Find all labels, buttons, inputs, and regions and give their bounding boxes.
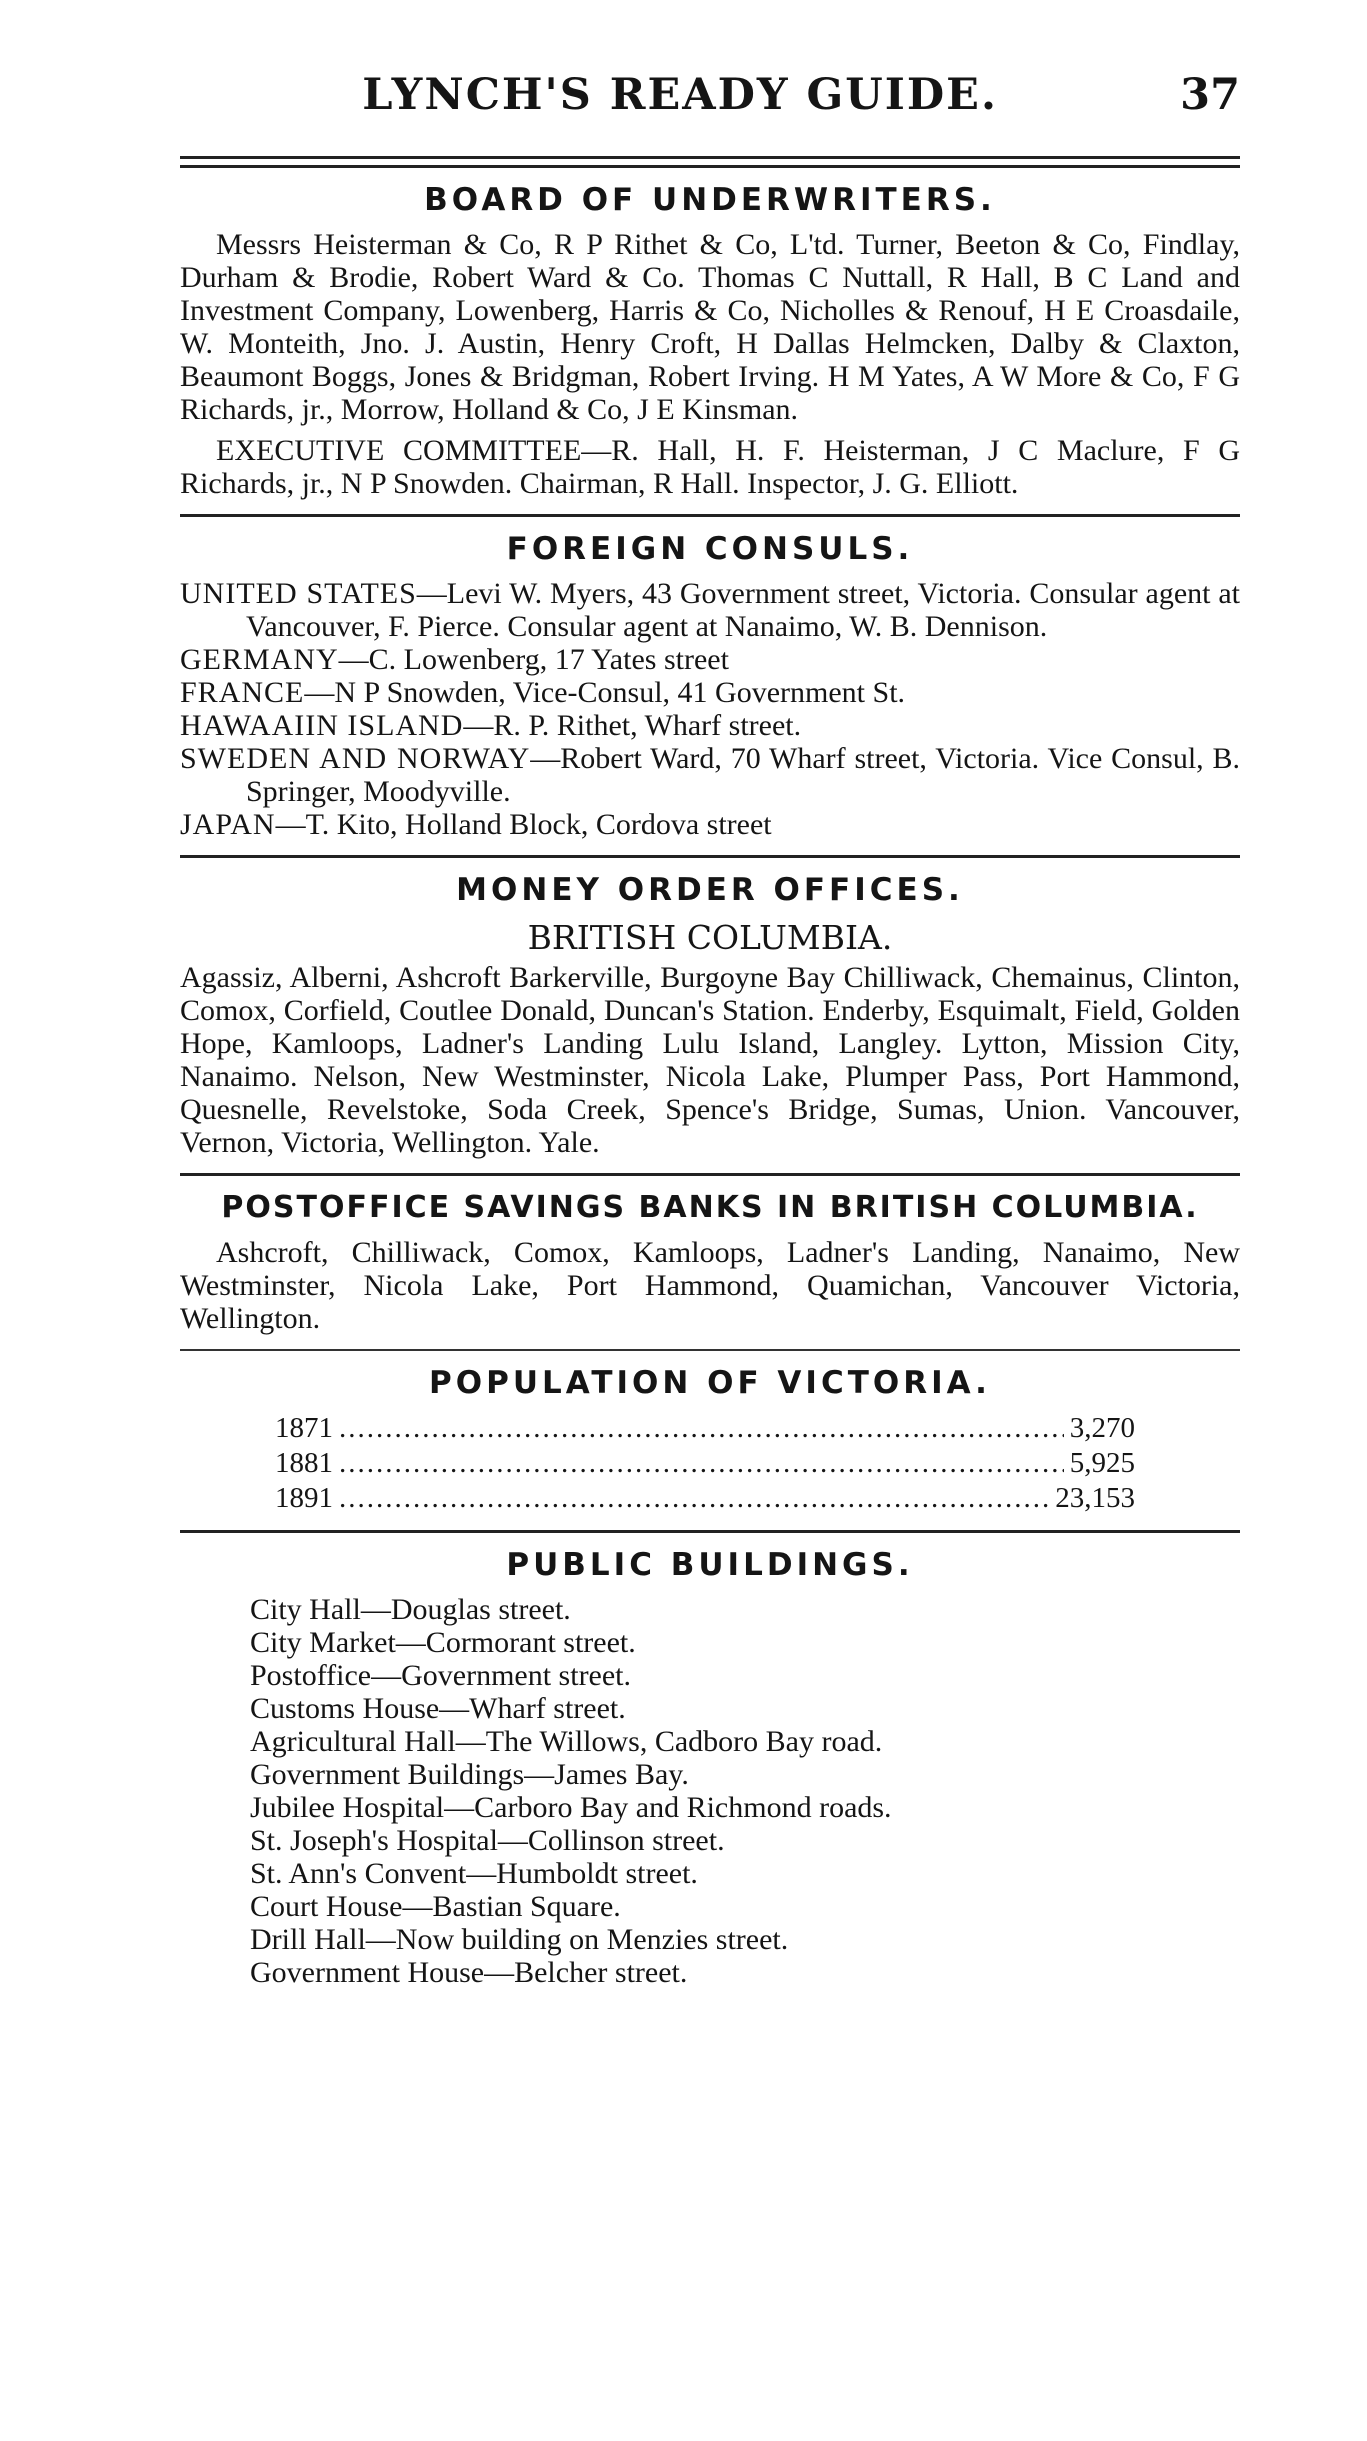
building-item: City Market—Cormorant street. — [250, 1626, 636, 1659]
underwriters-section — [180, 182, 1240, 500]
population-year: 1881 — [275, 1447, 333, 1479]
consul-entry — [180, 676, 1240, 709]
consul-country: HAWAAIIN ISLAND — [180, 709, 464, 742]
consul-country: FRANCE — [180, 676, 305, 709]
dot-leader — [339, 1411, 1064, 1446]
population-value: 23,153 — [1055, 1482, 1135, 1514]
executive-committee: EXECUTIVE COMMITTEE—R. Hall, H. F. Heisterman, J C Maclure, F G Richards, jr., N P Snowden. Chairman, R Hall. Inspector, J. G. Elliott. — [180, 434, 1240, 500]
consul-details: —N P Snowden, Vice-Consul, 41 Government St. — [304, 676, 906, 709]
consul-details: —Robert Ward, 70 Wharf street, Victoria. Vice Consul, B. Springer, Moodyville. — [246, 742, 1240, 808]
building-item: Jubilee Hospital—Carboro Bay and Richmond roads. — [250, 1791, 892, 1824]
dot-leader — [339, 1481, 1049, 1516]
section-divider — [180, 1530, 1240, 1533]
page-header — [180, 70, 1240, 150]
savings-bank-places: Ashcroft, Chilliwack, Comox, Kamloops, Ladner's Landing, Nanaimo, New Westminster, Nicola Lake, Port Hammond, Quamichan, Vancouver Victoria, Wellington. — [180, 1236, 1240, 1335]
savings-banks-section — [180, 1190, 1240, 1335]
population-row — [275, 1481, 1135, 1516]
dot-leader — [339, 1446, 1064, 1481]
underwriters-members: Messrs Heisterman & Co, R P Rithet & Co, L'td. Turner, Beeton & Co, Findlay, Durham & Brodie, Robert Ward & Co. Thomas C Nuttall, R Hall, B C Land and Investment Company, Lowenberg, Harris & Co, Nicholles & Renouf, H E Croasdaile, W. Monteith, Jno. J. Austin, Henry Croft, H Dallas Helmcken, Dalby & Claxton, Beaumont Boggs, Jones & Bridgman, Robert Irving. H M Yates, A W More & Co, F G Richards, jr., Morrow, Holland & Co, J E Kinsman. — [180, 228, 1240, 426]
buildings-section — [180, 1547, 1240, 1989]
consul-details: —Levi W. Myers, 43 Government street, Victoria. Consular agent at Vancouver, F. Pierce. Consular agent at Nanaimo, W. B. Dennison. — [246, 577, 1240, 643]
population-value: 3,270 — [1069, 1412, 1135, 1444]
consul-country: GERMANY — [180, 643, 339, 676]
consul-entry — [180, 808, 1240, 841]
population-year: 1891 — [275, 1482, 333, 1514]
population-year: 1871 — [275, 1412, 333, 1444]
building-item: Government House—Belcher street. — [250, 1956, 688, 1989]
building-item: Customs House—Wharf street. — [250, 1692, 626, 1725]
consul-country: SWEDEN AND NORWAY — [180, 742, 531, 775]
building-item: City Hall—Douglas street. — [250, 1593, 571, 1626]
consul-entry — [180, 577, 1240, 643]
buildings-title: PUBLIC BUILDINGS. — [506, 1547, 914, 1583]
population-section — [180, 1365, 1240, 1516]
header-divider — [180, 156, 1240, 168]
consul-country: UNITED STATES — [180, 577, 417, 610]
section-divider — [180, 855, 1240, 858]
guide-title: LYNCH'S READY GUIDE. — [362, 70, 998, 120]
consul-details: —C. Lowenberg, 17 Yates street — [338, 643, 729, 676]
building-item: Drill Hall—Now building on Menzies street. — [250, 1923, 789, 1956]
building-item: St. Ann's Convent—Humboldt street. — [250, 1857, 698, 1890]
consul-details: —R. P. Rithet, Wharf street. — [463, 709, 802, 742]
building-item: Agricultural Hall—The Willows, Cadboro Bay road. — [250, 1725, 883, 1758]
consul-details: —T. Kito, Holland Block, Cordova street — [275, 808, 772, 841]
money-orders-title: MONEY ORDER OFFICES. — [456, 872, 964, 908]
building-item: Postoffice—Government street. — [250, 1659, 632, 1692]
population-row — [275, 1411, 1135, 1446]
underwriters-title: BOARD OF UNDERWRITERS. — [424, 182, 996, 218]
page-number: 37 — [1180, 70, 1240, 120]
section-divider — [180, 514, 1240, 517]
money-order-offices: Agassiz, Alberni, Ashcroft Barkerville, Burgoyne Bay Chilliwack, Chemainus, Clinton, Comox, Corfield, Coutlee Donald, Duncan's Station. Enderby, Esquimalt, Field, Golden Hope, Kamloops, Ladner's Landing Lulu Island, Langley. Lytton, Mission City, Nanaimo. Nelson, New Westminster, Nicola Lake, Plumper Pass, Port Hammond, Quesnelle, Revelstoke, Soda Creek, Spence's Bridge, Sumas, Union. Vancouver, Vernon, Victoria, Wellington. Yale. — [180, 961, 1240, 1159]
consuls-title: FOREIGN CONSULS. — [506, 531, 914, 567]
consul-country: JAPAN — [180, 808, 276, 841]
savings-banks-title: POSTOFFICE SAVINGS BANKS IN BRITISH COLUMBIA. — [221, 1190, 1199, 1225]
building-item: St. Joseph's Hospital—Collinson street. — [250, 1824, 725, 1857]
consul-entry — [180, 643, 1240, 676]
section-divider — [180, 1349, 1240, 1351]
money-orders-subtitle: BRITISH COLUMBIA. — [527, 918, 893, 957]
consul-entry — [180, 709, 1240, 742]
building-item: Government Buildings—James Bay. — [250, 1758, 689, 1791]
population-value: 5,925 — [1069, 1447, 1135, 1479]
money-orders-section — [180, 872, 1240, 1159]
building-item: Court House—Bastian Square. — [250, 1890, 621, 1923]
page — [180, 70, 1240, 1989]
consul-entry — [180, 742, 1240, 808]
population-row — [275, 1446, 1135, 1481]
population-table — [275, 1411, 1135, 1516]
population-title: POPULATION OF VICTORIA. — [429, 1365, 991, 1401]
section-divider — [180, 1173, 1240, 1176]
consuls-section — [180, 531, 1240, 841]
